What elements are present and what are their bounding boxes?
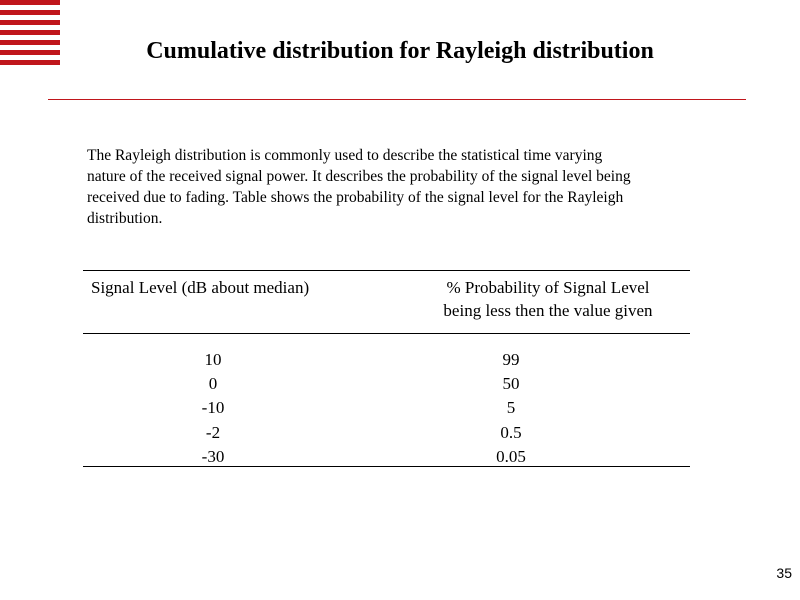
stripe: [0, 20, 60, 25]
stripe: [0, 30, 60, 35]
probability-cell: 99: [502, 350, 520, 369]
stripe: [0, 10, 60, 15]
probability-cell: 0.05: [496, 446, 526, 466]
probability-cell: 50: [502, 374, 520, 394]
header-probability-line: being less then the value given: [443, 301, 653, 320]
slide-title: Cumulative distribution for Rayleigh distribution: [146, 38, 654, 64]
intro-line: received due to fading. Table shows the probability of the signal level for the Rayleigh: [87, 189, 624, 206]
probability-cell: 5: [506, 398, 516, 418]
intro-line: nature of the received signal power. It describes the probability of the signal level being: [87, 168, 631, 185]
table-top-rule: [83, 270, 690, 271]
table-bottom-rule: [83, 466, 690, 467]
header-probability: [413, 276, 683, 322]
signal-level-cell: 0: [208, 374, 218, 394]
table-header-rule: [83, 333, 690, 334]
probability-column: [483, 348, 539, 469]
intro-line: distribution.: [87, 210, 163, 227]
page-number: 35: [776, 565, 792, 581]
signal-level-cell: -2: [205, 422, 221, 442]
header-probability-line: % Probability of Signal Level: [446, 278, 650, 297]
signal-level-cell: 10: [204, 350, 222, 369]
header-signal-level: Signal Level (dB about median): [91, 278, 310, 297]
signal-level-cell: -30: [201, 446, 225, 466]
title-divider: [48, 99, 746, 100]
intro-paragraph: [87, 145, 727, 229]
stripe: [0, 0, 60, 5]
signal-level-cell: -10: [201, 398, 225, 418]
probability-cell: 0.5: [500, 422, 522, 442]
signal-level-column: [183, 348, 243, 469]
rayleigh-probability-table: [83, 270, 690, 468]
intro-line: The Rayleigh distribution is commonly used to describe the statistical time varying: [87, 147, 603, 164]
